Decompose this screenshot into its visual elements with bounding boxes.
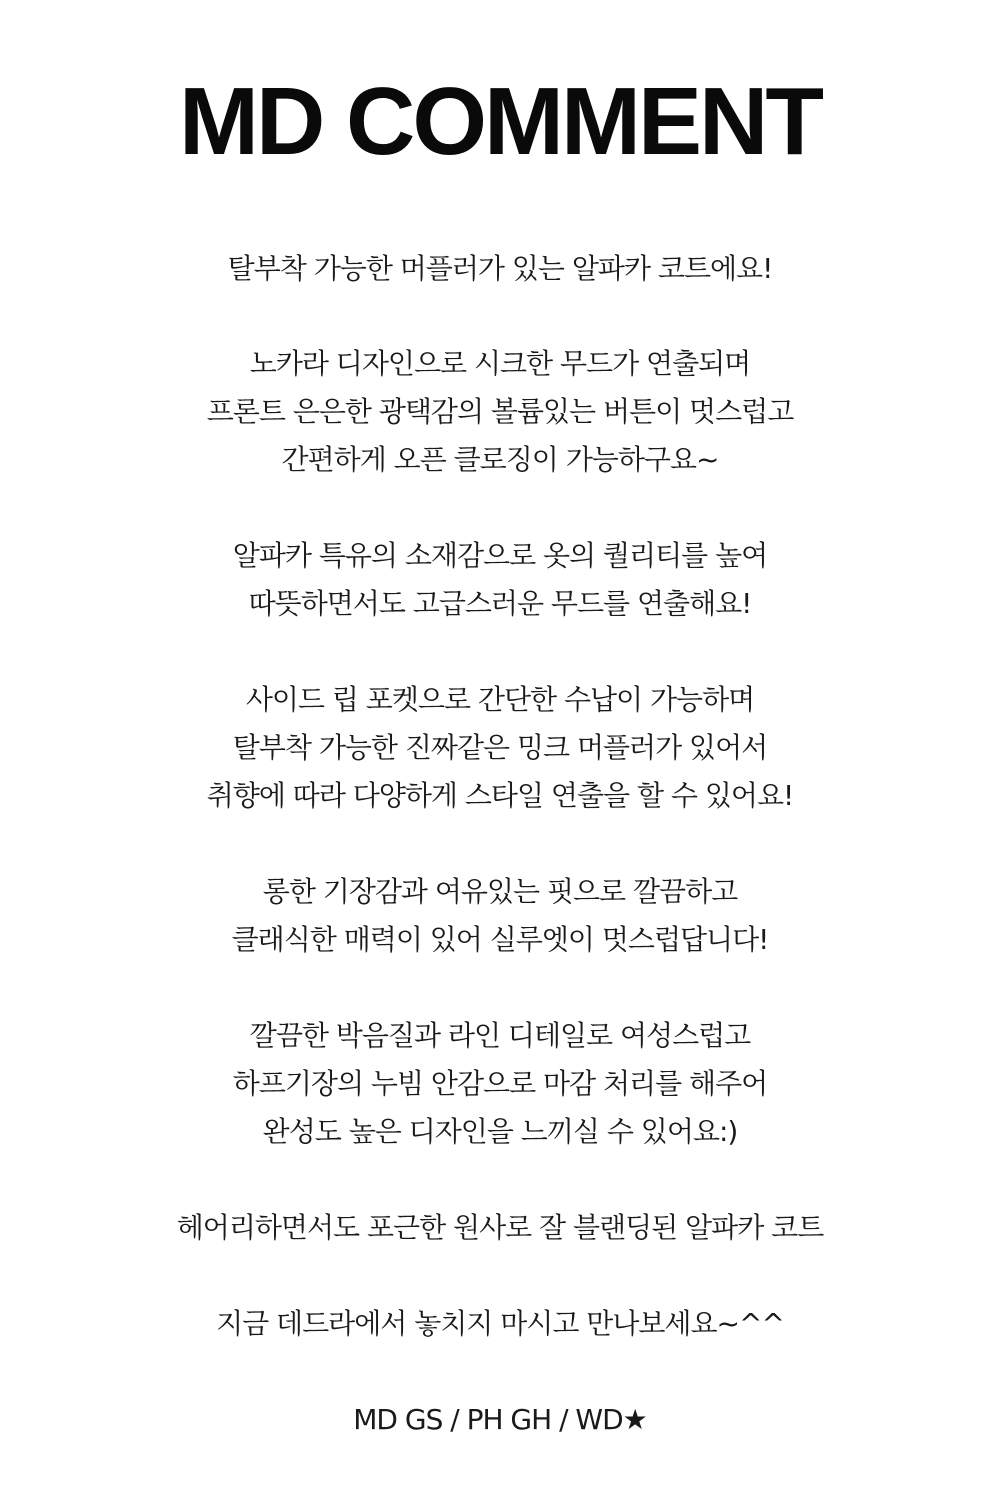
comment-line: 롱한 기장감과 여유있는 핏으로 깔끔하고 [262,875,738,908]
credits-line: MD GS / PH GH / WD★ [353,1403,647,1436]
comment-line: 탈부착 가능한 진짜같은 밍크 머플러가 있어서 [232,731,768,764]
comment-line: 하프기장의 누빔 안감으로 마감 처리를 해주어 [232,1067,768,1100]
comment-line: 프론트 은은한 광택감의 볼륨있는 버튼이 멋스럽고 [206,395,794,428]
comment-line: 탈부착 가능한 머플러가 있는 알파카 코트에요! [227,252,773,285]
comment-line: 지금 데드라에서 놓치지 마시고 만나보세요~^^ [216,1307,784,1340]
comment-line: 완성도 높은 디자인을 느끼실 수 있어요:) [262,1115,738,1148]
comment-line: 취향에 따라 다양하게 스타일 연출을 할 수 있어요! [206,779,794,812]
comment-line: 헤어리하면서도 포근한 원사로 잘 블랜딩된 알파카 코트 [176,1211,824,1244]
comment-line: 따뜻하면서도 고급스러운 무드를 연출해요! [248,587,752,620]
comment-line: 간편하게 오픈 클로징이 가능하구요~ [281,443,719,476]
page-title: MD COMMENT [179,68,821,175]
comment-line: 사이드 립 포켓으로 간단한 수납이 가능하며 [245,683,755,716]
comment-line: 깔끔한 박음질과 라인 디테일로 여성스럽고 [249,1019,751,1052]
comment-line: 클래식한 매력이 있어 실루엣이 멋스럽답니다! [231,923,769,956]
comment-line: 노카라 디자인으로 시크한 무드가 연출되며 [249,347,751,380]
comment-line: 알파카 특유의 소재감으로 옷의 퀄리티를 높여 [232,539,768,572]
